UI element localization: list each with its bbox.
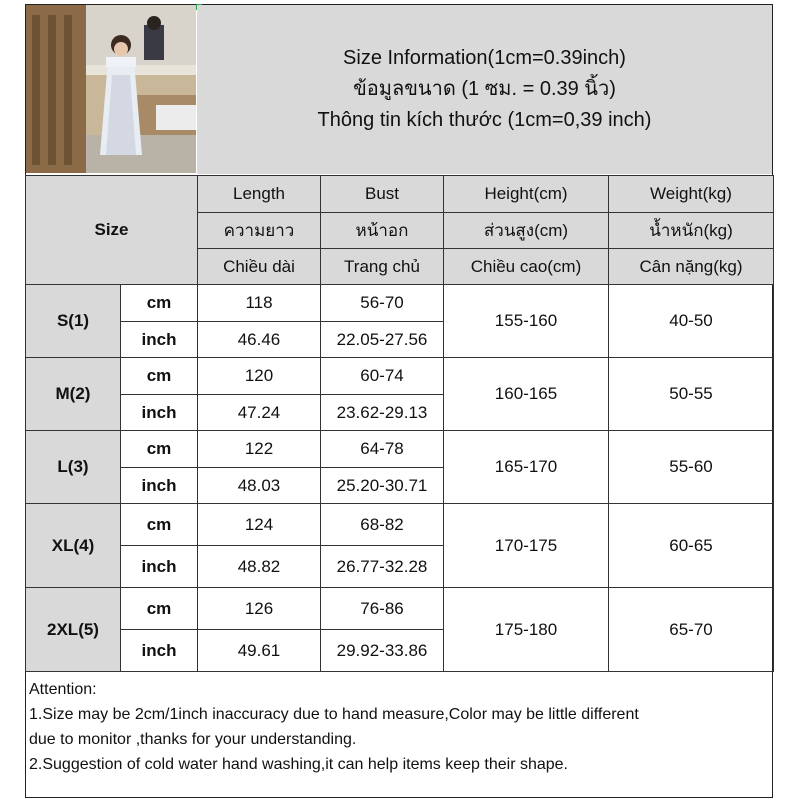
bust-cm: 76-86	[321, 588, 444, 630]
col-length-th: ความยาว	[198, 213, 321, 249]
unit-cm: cm	[121, 431, 198, 468]
unit-inch: inch	[121, 546, 198, 588]
attention-title: Attention:	[29, 681, 97, 698]
bust-cm: 64-78	[321, 431, 444, 468]
unit-cm: cm	[121, 588, 198, 630]
size-table	[25, 175, 774, 672]
col-height-en: Height(cm)	[444, 176, 609, 213]
table-row	[26, 431, 774, 468]
length-cm: 120	[198, 358, 321, 395]
size-cell: 2XL(5)	[26, 588, 121, 672]
col-weight-en: Weight(kg)	[609, 176, 774, 213]
bust-inch: 29.92-33.86	[321, 630, 444, 672]
col-height-th: ส่วนสูง(cm)	[444, 213, 609, 249]
bust-cm: 56-70	[321, 285, 444, 322]
length-cm: 124	[198, 504, 321, 546]
height-cell: 160-165	[444, 358, 609, 431]
weight-cell: 55-60	[609, 431, 774, 504]
bust-inch: 23.62-29.13	[321, 395, 444, 431]
bust-cm: 68-82	[321, 504, 444, 546]
bust-inch: 26.77-32.28	[321, 546, 444, 588]
product-photo-image	[26, 5, 196, 173]
height-cell: 170-175	[444, 504, 609, 588]
product-photo	[26, 5, 196, 173]
size-info-header	[197, 5, 772, 174]
height-cell: 175-180	[444, 588, 609, 672]
header-thai: ข้อมูลขนาด (1 ซม. = 0.39 นิ้ว)	[353, 78, 616, 100]
weight-cell: 50-55	[609, 358, 774, 431]
attention-line-2: due to monitor ,thanks for your understanding.	[29, 731, 357, 748]
height-cell: 155-160	[444, 285, 609, 358]
col-height-vi: Chiều cao(cm)	[444, 249, 609, 285]
bust-inch: 25.20-30.71	[321, 468, 444, 504]
unit-cm: cm	[121, 285, 198, 322]
weight-cell: 65-70	[609, 588, 774, 672]
unit-inch: inch	[121, 395, 198, 431]
table-row	[26, 504, 774, 546]
col-weight-th: น้ำหนัก(kg)	[609, 213, 774, 249]
header-vietnamese: Thông tin kích thước (1cm=0,39 inch)	[317, 109, 652, 131]
table-row	[26, 588, 774, 630]
length-inch: 47.24	[198, 395, 321, 431]
attention-notes	[26, 677, 772, 797]
weight-cell: 60-65	[609, 504, 774, 588]
unit-inch: inch	[121, 630, 198, 672]
size-cell: L(3)	[26, 431, 121, 504]
col-weight-vi: Cân nặng(kg)	[609, 249, 774, 285]
unit-cm: cm	[121, 504, 198, 546]
col-bust-en: Bust	[321, 176, 444, 213]
length-cm: 126	[198, 588, 321, 630]
unit-cm: cm	[121, 358, 198, 395]
length-inch: 48.82	[198, 546, 321, 588]
size-cell: XL(4)	[26, 504, 121, 588]
bust-inch: 22.05-27.56	[321, 322, 444, 358]
col-bust-vi: Trang chủ	[321, 249, 444, 285]
length-inch: 48.03	[198, 468, 321, 504]
length-cm: 118	[198, 285, 321, 322]
size-cell: M(2)	[26, 358, 121, 431]
attention-line-1: 1.Size may be 2cm/1inch inaccuracy due to hand measure,Color may be little different	[29, 706, 639, 723]
length-inch: 49.61	[198, 630, 321, 672]
header-english: Size Information(1cm=0.39inch)	[343, 47, 626, 69]
length-inch: 46.46	[198, 322, 321, 358]
col-length-vi: Chiều dài	[198, 249, 321, 285]
col-length-en: Length	[198, 176, 321, 213]
height-cell: 165-170	[444, 431, 609, 504]
length-cm: 122	[198, 431, 321, 468]
unit-inch: inch	[121, 322, 198, 358]
bust-cm: 60-74	[321, 358, 444, 395]
unit-inch: inch	[121, 468, 198, 504]
table-row	[26, 358, 774, 395]
table-row	[26, 285, 774, 322]
col-bust-th: หน้าอก	[321, 213, 444, 249]
weight-cell: 40-50	[609, 285, 774, 358]
header-row-english	[26, 176, 774, 213]
size-header: Size	[26, 176, 198, 285]
attention-line-3: 2.Suggestion of cold water hand washing,it can help items keep their shape.	[29, 756, 568, 773]
size-cell: S(1)	[26, 285, 121, 358]
